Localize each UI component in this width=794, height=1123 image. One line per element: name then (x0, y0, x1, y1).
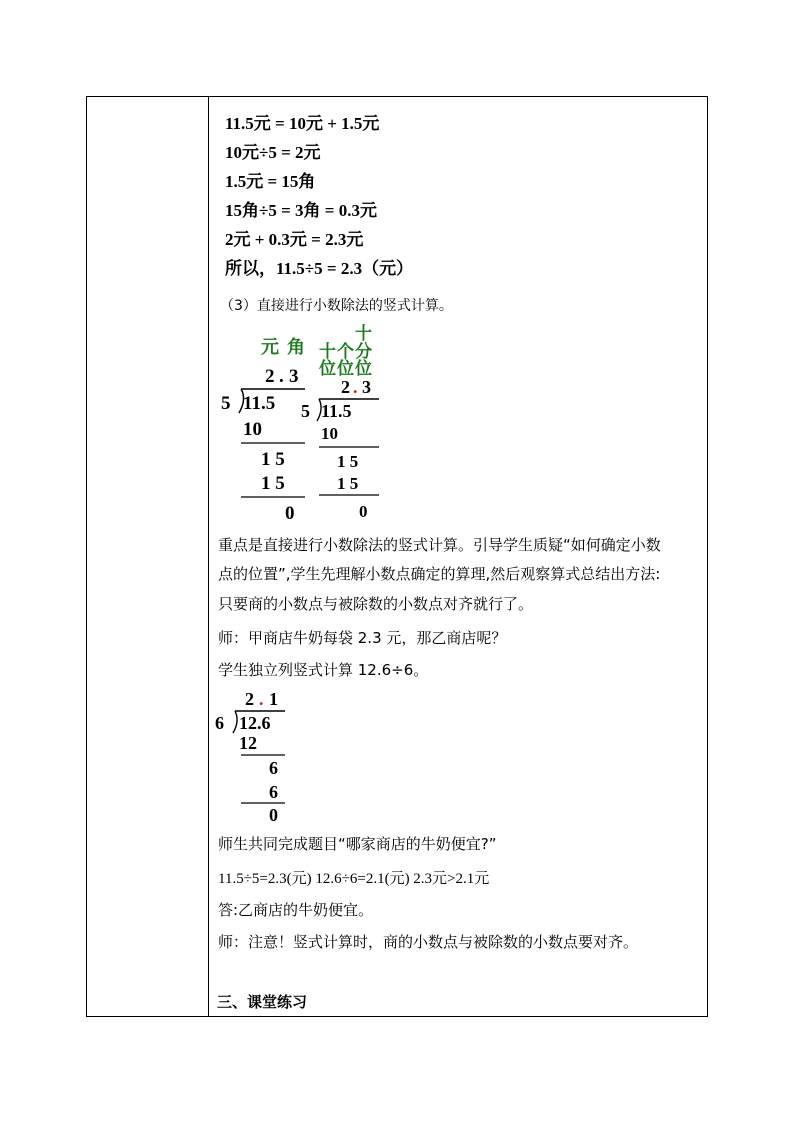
row-3: 6 (269, 782, 278, 802)
row-4: 0 (269, 805, 278, 825)
dividend: 11.5 (243, 393, 276, 414)
quotient-dot: . (353, 377, 358, 397)
divisor: 6 (215, 713, 224, 733)
content-cell (209, 97, 707, 1016)
long-division-1 (219, 327, 319, 527)
label-wei-2: 位 (337, 359, 354, 379)
step-3-text: （3）直接进行小数除法的竖式计算。 (220, 298, 453, 314)
student-task: 学生独立列竖式计算 12.6÷6。 (218, 661, 429, 679)
quotient-dot: . (279, 366, 284, 387)
label-wei-3: 位 (355, 359, 372, 379)
row-1: 12 (239, 733, 257, 753)
calculation-line: 11.5÷5=2.3(元) 12.6÷6=2.1(元) 2.3元>2.1元 (218, 871, 490, 887)
quotient-dot: . (259, 689, 264, 709)
long-division-2 (301, 319, 415, 529)
label-jiao: 角 (287, 337, 305, 358)
division-bracket (233, 711, 237, 733)
row-4: 0 (285, 503, 295, 524)
long-division-3 (215, 687, 315, 827)
quotient-int: 2 (265, 366, 275, 387)
dividend: 12.6 (239, 713, 271, 733)
teacher-question: 师：甲商店牛奶每袋 2.3 元，那乙商店呢？ (218, 629, 507, 647)
row-3: 1 5 (261, 473, 285, 494)
equation-5: 2元 + 0.3元 = 2.3元 (225, 230, 364, 249)
answer-line: 答:乙商店的牛奶便宜。 (218, 901, 374, 919)
quotient-dec: 1 (269, 689, 278, 709)
paragraph-line-2: 点的位置”,学生先理解小数点确定的算理,然后观察算式总结出方法: (218, 565, 661, 583)
complete-task: 师生共同完成题目“哪家商店的牛奶便宜?” (218, 835, 497, 853)
label-yuan: 元 (261, 337, 279, 358)
quotient-dec: 3 (362, 377, 371, 397)
equation-3: 1.5元 = 15角 (225, 172, 316, 191)
row-1: 10 (243, 419, 262, 440)
label-shi: 十 (319, 342, 336, 362)
equation-4: 15角÷5 = 3角 = 0.3元 (225, 201, 377, 220)
divisor: 5 (221, 393, 231, 414)
label-wei-1: 位 (319, 359, 336, 379)
row-3: 1 5 (337, 474, 359, 493)
row-1: 10 (321, 424, 338, 443)
section-title-practice: 三、课堂练习 (217, 993, 308, 1011)
paragraph-line-3: 只要商的小数点与被除数的小数点对齐就行了。 (218, 595, 534, 613)
quotient-int: 2 (341, 377, 350, 397)
teacher-note: 师：注意！竖式计算时，商的小数点与被除数的小数点要对齐。 (218, 933, 639, 951)
label-fen: 分 (355, 342, 372, 362)
divisor: 5 (301, 401, 310, 421)
label-ge: 个 (337, 342, 354, 362)
quotient-int: 2 (245, 689, 254, 709)
quotient-dec: 3 (289, 366, 299, 387)
equation-2: 10元÷5 = 2元 (225, 143, 321, 162)
row-4: 0 (359, 502, 368, 521)
dividend: 11.5 (321, 401, 352, 421)
paragraph-line-1: 重点是直接进行小数除法的竖式计算。引导学生质疑“如何确定小数 (218, 536, 661, 554)
lesson-table (86, 96, 708, 1017)
label-shi-top: 十 (355, 324, 372, 344)
row-2: 6 (269, 758, 278, 778)
equation-6: 所以，11.5÷5 = 2.3（元） (225, 259, 414, 278)
row-2: 1 5 (337, 452, 359, 471)
row-2: 1 5 (261, 449, 285, 470)
equation-1: 11.5元 = 10元 + 1.5元 (225, 114, 380, 133)
